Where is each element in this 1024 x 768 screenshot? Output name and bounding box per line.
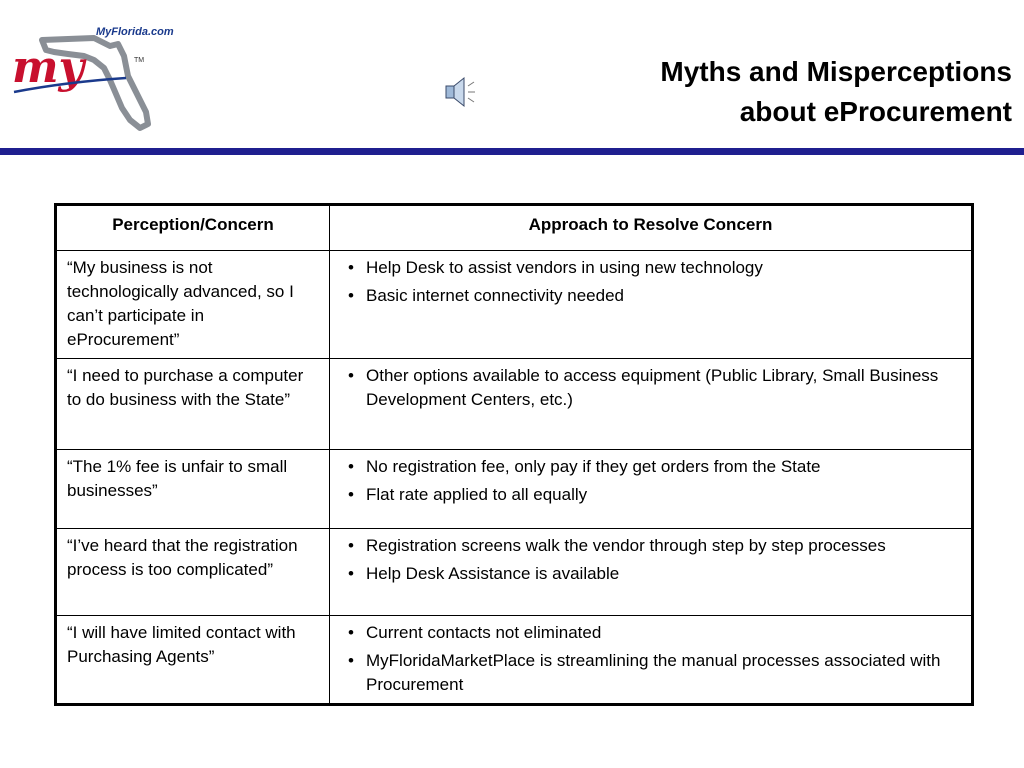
approach-cell [330,450,973,529]
column-header-concern: Perception/Concern [56,205,330,251]
title-line-2: about eProcurement [739,96,1012,127]
approach-cell [330,251,973,359]
title-line-1: Myths and Misperceptions [660,56,1012,87]
page-title [660,52,1012,132]
table-row [56,251,973,359]
table-row [56,616,973,705]
table-row [56,450,973,529]
logo-my-text: my [12,42,85,93]
approach-bullet: • Help Desk to assist vendors in using new technology [340,256,961,280]
approach-cell [330,359,973,450]
concern-cell: “My business is not technologically advanced, so I can’t participate in eProcurement” [56,251,330,359]
logo-tm-text: TM [134,57,145,64]
approach-bullet: • MyFloridaMarketPlace is streamlining the manual processes associated with Procurement [340,649,961,697]
approach-bullet: • No registration fee, only pay if they get orders from the State [340,455,961,479]
approach-bullet: • Help Desk Assistance is available [340,562,961,586]
approach-bullet: • Registration screens walk the vendor through step by step processes [340,534,961,558]
table-header-row [56,205,973,251]
concern-cell: “I need to purchase a computer to do business with the State” [56,359,330,450]
approach-cell [330,529,973,616]
concern-cell: “The 1% fee is unfair to small businesses” [56,450,330,529]
table-row [56,359,973,450]
myths-table [54,203,974,706]
approach-bullet: • Flat rate applied to all equally [340,483,961,507]
speaker-icon[interactable] [442,74,478,110]
header-divider [0,148,1024,155]
logo-url-text: MyFlorida.com [96,26,174,38]
approach-bullet: • Current contacts not eliminated [340,621,961,645]
approach-bullet: • Other options available to access equipment (Public Library, Small Business Development Centers, etc.) [340,364,961,412]
approach-bullet: • Basic internet connectivity needed [340,284,961,308]
table-row [56,529,973,616]
column-header-approach: Approach to Resolve Concern [330,205,973,251]
myflorida-logo [6,20,196,135]
concern-cell: “I will have limited contact with Purchasing Agents” [56,616,330,705]
approach-cell [330,616,973,705]
concern-cell: “I’ve heard that the registration process is too complicated” [56,529,330,616]
